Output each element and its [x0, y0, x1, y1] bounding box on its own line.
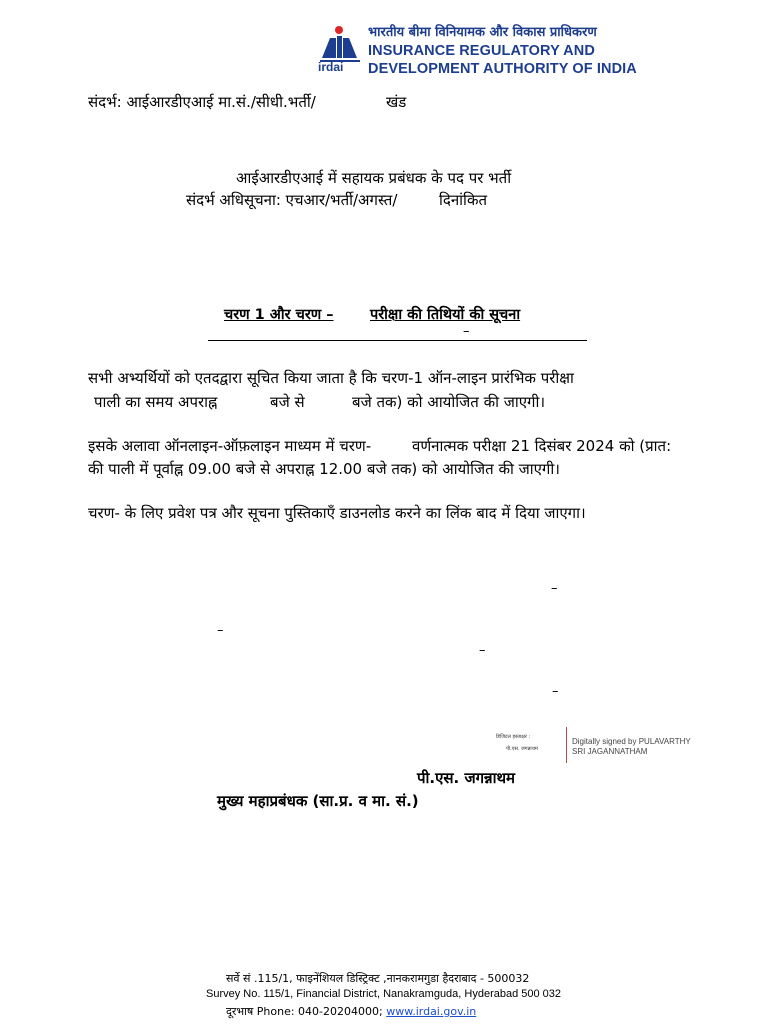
para1-line2-c: बजे तक) को आयोजित की जाएगी। — [352, 393, 546, 411]
footer-website-link[interactable]: www.irdai.gov.in — [386, 1005, 477, 1018]
notice-heading-part1: चरण 1 और चरण – — [224, 307, 334, 323]
para2-line2: की पाली में पूर्वाह्न 09.00 बजे से अपराह्न 12.00 बजे तक) को आयोजित की जाएगी। — [88, 460, 560, 478]
digital-signature-line1: Digitally signed by PULAVARTHY — [572, 737, 691, 746]
signatory-designation: मुख्य महाप्रबंधक (सा.प्र. व मा. सं.) — [217, 792, 419, 810]
para1-line1: सभी अभ्यर्थियों को एतदद्वारा सूचित किया जाता है कि चरण-1 ऑन-लाइन प्रारंभिक परीक्षा — [88, 369, 574, 387]
logo-hindi-text: भारतीय बीमा विनियामक और विकास प्राधिकरण — [368, 25, 597, 40]
heading-dash: – — [463, 324, 470, 339]
dash-mark: – — [552, 684, 559, 699]
notification-date-label: दिनांकित — [439, 191, 488, 209]
dash-mark: – — [217, 623, 224, 638]
logo-english-line2: DEVELOPMENT AUTHORITY OF INDIA — [368, 61, 637, 77]
footer-address-hindi: सर्वे सं .115/1, फाइनेंशियल डिस्ट्रिक्ट ,नानकरामगुडा हैदराबाद - 500032 — [226, 972, 530, 985]
logo-english-line1: INSURANCE REGULATORY AND — [368, 43, 595, 59]
signature-divider — [566, 727, 567, 763]
logo-mark-text: irdai — [318, 60, 344, 74]
footer-address-english: Survey No. 115/1, Financial District, Nanakramguda, Hyderabad 500 032 — [206, 988, 562, 1000]
notification-reference: संदर्भ अधिसूचना: एचआर/भर्ती/अगस्त/ — [186, 191, 398, 209]
para1-line2-a: पाली का समय अपराह्न — [94, 393, 218, 411]
dash-mark: – — [479, 643, 486, 658]
notice-heading-part2: परीक्षा की तिथियों की सूचना — [370, 307, 521, 323]
irdai-logo — [318, 20, 678, 82]
dash-mark: – — [551, 581, 558, 596]
signatory-name: पी.एस. जगन्नाथम — [417, 769, 516, 787]
footer-phone: दूरभाष Phone: 040-20204000; — [226, 1005, 387, 1018]
signature-small-name: पी.एस. जगन्नाथम — [506, 746, 538, 752]
para3: चरण- के लिए प्रवेश पत्र और सूचना पुस्तिकाएँ डाउनलोड करने का लिंक बाद में दिया जाएगा। — [88, 504, 586, 522]
para2-line1-b: वर्णनात्मक परीक्षा 21 दिसंबर 2024 को (प्रात: — [412, 437, 672, 455]
signature-small-label: डिजिटल हस्ताक्षर : — [496, 734, 531, 740]
para2-line1-a: इसके अलावा ऑनलाइन-ऑफ़लाइन माध्यम में चरण- — [88, 437, 372, 455]
heading-rule — [208, 340, 587, 341]
subject-title: आईआरडीएआई में सहायक प्रबंधक के पद पर भर्ती — [236, 169, 512, 187]
footer-contact — [226, 1004, 476, 1019]
reference-khand: खंड — [386, 93, 407, 111]
digital-signature-line2: SRI JAGANNATHAM — [572, 747, 648, 756]
para1-line2-b: बजे से — [270, 393, 305, 411]
reference-line: संदर्भ: आईआरडीएआई मा.सं./सीधी.भर्ती/ — [88, 93, 316, 111]
